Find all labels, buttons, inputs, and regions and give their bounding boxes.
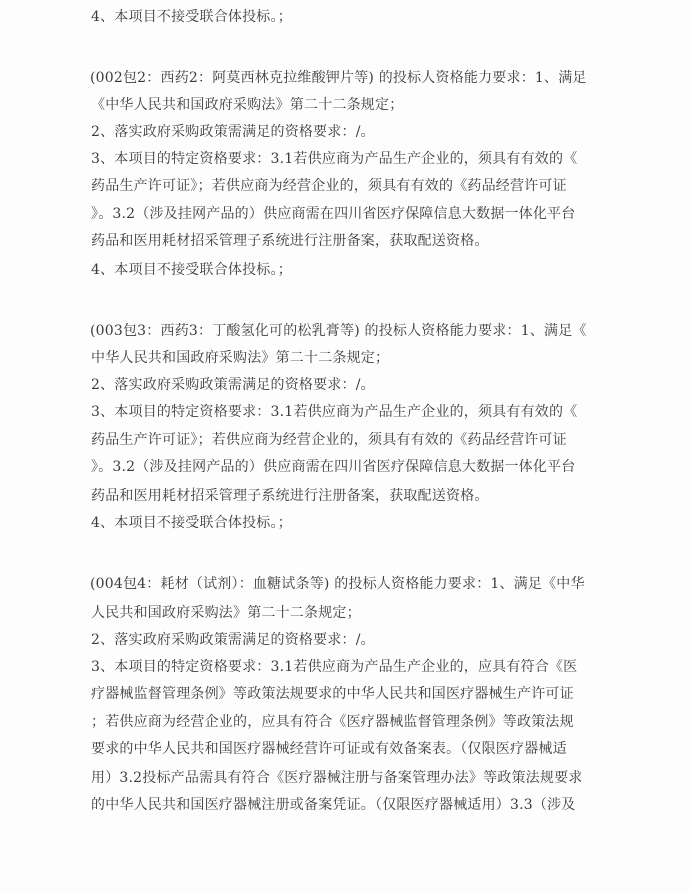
text-line: 》。3.2（涉及挂网产品的）供应商需在四川省医疗保障信息大数据一体化平台 xyxy=(91,459,576,475)
text-line: (003包3：西药3：丁酸氢化可的松乳膏等) 的投标人资格能力要求：1、满足《 xyxy=(90,323,587,339)
text-line: 疗器械监督管理条例》等政策法规要求的中华人民共和国医疗器械生产许可证 xyxy=(91,686,574,702)
text-line: 4、本项目不接受联合体投标。； xyxy=(91,9,292,25)
text-line: 2、落实政府采购政策需满足的资格要求：/。 xyxy=(91,124,375,140)
text-line: 3、本项目的特定资格要求：3.1若供应商为产品生产企业的，应具有符合《医 xyxy=(91,659,578,675)
text-line: 药品生产许可证》；若供应商为经营企业的，须具有有效的《药品经营许可证 xyxy=(91,178,567,194)
text-line: 的中华人民共和国医疗器械注册或备案凭证。（仅限医疗器械适用）3.3（涉及 xyxy=(91,797,576,813)
text-line: ；若供应商为经营企业的，应具有符合《医疗器械监督管理条例》等政策法规 xyxy=(91,714,574,730)
text-line: 中华人民共和国政府采购法》第二十二条规定； xyxy=(91,350,390,366)
text-line: 》。3.2（涉及挂网产品的）供应商需在四川省医疗保障信息大数据一体化平台 xyxy=(91,206,576,222)
text-line: (004包4：耗材（试剂）：血糖试条等) 的投标人资格能力要求：1、满足《中华 xyxy=(90,576,585,592)
text-line: 药品和医用耗材招采管理子系统进行注册备案，获取配送资格。 xyxy=(91,233,489,249)
text-line: 人民共和国政府采购法》第二十二条规定； xyxy=(91,605,361,621)
text-line: 2、落实政府采购政策需满足的资格要求：/。 xyxy=(91,632,375,648)
text-line: 3、本项目的特定资格要求：3.1若供应商为产品生产企业的，须具有有效的《 xyxy=(91,151,578,167)
text-line: (002包2：西药2：阿莫西林克拉维酸钾片等) 的投标人资格能力要求：1、满足 xyxy=(90,70,587,86)
text-line: 4、本项目不接受联合体投标。； xyxy=(91,515,292,531)
text-line: 药品生产许可证》；若供应商为经营企业的，须具有有效的《药品经营许可证 xyxy=(91,432,567,448)
text-line: 2、落实政府采购政策需满足的资格要求：/。 xyxy=(91,377,375,393)
text-line: 要求的中华人民共和国医疗器械经营许可证或有效备案表。（仅限医疗器械适 xyxy=(91,741,567,757)
text-line: 《中华人民共和国政府采购法》第二十二条规定； xyxy=(91,97,404,113)
text-line: 药品和医用耗材招采管理子系统进行注册备案，获取配送资格。 xyxy=(91,488,489,504)
text-line: 用）3.2投标产品需具有符合《医疗器械注册与备案管理办法》等政策法规要求 xyxy=(91,770,583,786)
text-line: 4、本项目不接受联合体投标。； xyxy=(91,262,292,278)
text-line: 3、本项目的特定资格要求：3.1若供应商为产品生产企业的，须具有有效的《 xyxy=(91,404,578,420)
